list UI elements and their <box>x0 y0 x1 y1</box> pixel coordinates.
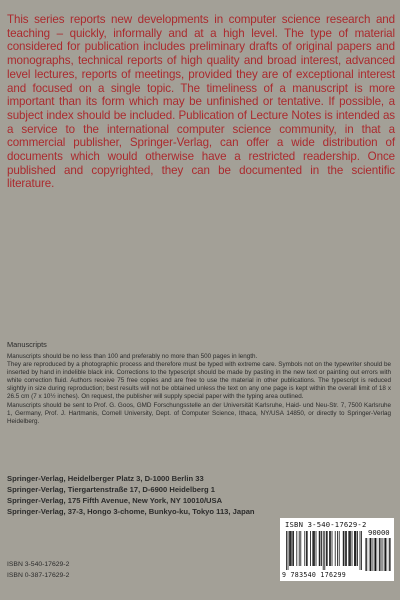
barcode-bar <box>310 531 311 566</box>
barcode-bar <box>355 531 356 566</box>
barcode-bar <box>314 531 315 566</box>
barcode-bar <box>324 531 325 570</box>
publisher-address: Springer-Verlag, Heidelberger Platz 3, D-1000 Berlin 33 <box>7 474 204 483</box>
barcode-bar <box>383 538 384 571</box>
publisher-addresses <box>7 473 392 517</box>
barcode-bar <box>389 538 390 571</box>
barcode-bar <box>330 531 331 566</box>
barcode-bar <box>329 531 330 566</box>
manuscripts-paragraph: They are reproduced by a photographic process and therefore must be typed with extreme care. Symbols not on the typewriter should be inserted by hand in indelible black ink. Corrections to the typescript should be made by pasting in the new text or painting out errors with white correction fluid. Authors receive 75 free copies and are free to use the material in other publications. The typescript is reduced slightly in size during reproduction; best results will not be obtained unless the text on any one page is kept within the overall limit of 18 x 26.5 cm (7 x 10½ inches). On request, the publisher will supply special paper with the typing area outlined. <box>7 361 391 401</box>
barcode-bar <box>382 538 383 571</box>
barcode-bar <box>296 531 297 566</box>
series-description: This series reports new developments in computer science research and teaching – quickly, informally and at a high level. The type of material considered for publication includes preliminary drafts of original papers and monographs, technical reports of high quality and broad interest, advanced level lectures, reports of meetings, provided they are of exceptional interest and focused on a single topic. The timeliness of a manuscript is more important than its form which may be unfinished or tentative. If possible, a subject index should be included. Publication of Lecture Notes is intended as a service to the international computer science community, in that a commercial publisher, Springer-Verlag, can offer a wide distribution of documents which would otherwise have a restricted readership. Once published and copyrighted, they can be documented in the scientific literature. <box>7 13 395 191</box>
barcode-bar <box>387 538 388 571</box>
barcode-bar <box>299 531 300 566</box>
publisher-address: Springer-Verlag, 37-3, Hongo 3-chome, Bunkyo-ku, Tokyo 113, Japan <box>7 507 255 516</box>
barcode-bar <box>321 531 322 566</box>
publisher-address: Springer-Verlag, Tiergartenstraße 17, D-6900 Heidelberg 1 <box>7 485 215 494</box>
barcode-addon-bars <box>365 538 391 571</box>
barcode-bar <box>354 531 355 566</box>
barcode-bar <box>352 531 353 566</box>
barcode-bar <box>349 531 350 566</box>
barcode-bar <box>332 531 333 566</box>
barcode-bar <box>289 531 290 566</box>
barcode-bar <box>370 538 371 571</box>
barcode-bar <box>360 531 361 570</box>
barcode-bar <box>377 538 378 571</box>
barcode-bar <box>293 531 294 566</box>
manuscripts-instructions <box>7 353 391 426</box>
barcode-bar <box>312 531 313 566</box>
barcode-bar <box>326 531 327 566</box>
barcode-bar <box>385 538 386 571</box>
isbn-line: ISBN 0-387-17629-2 <box>7 571 70 579</box>
barcode-digits: 9 783540 176299 <box>282 571 347 579</box>
barcode-bar <box>374 538 375 571</box>
barcode-bar <box>357 531 358 566</box>
barcode-bar <box>307 531 308 566</box>
barcode-bar <box>288 531 289 570</box>
publisher-address: Springer-Verlag, 175 Fifth Avenue, New York, NY 10010/USA <box>7 496 223 505</box>
barcode-bar <box>365 538 366 571</box>
barcode-main-bars <box>286 531 362 571</box>
barcode-bar <box>389 538 390 571</box>
barcode-bar <box>390 538 391 571</box>
barcode-isbn-label: ISBN 3-540-17629-2 <box>285 520 367 529</box>
barcode-bar <box>346 531 347 566</box>
barcode-bar <box>316 531 317 566</box>
barcode-bar <box>292 531 293 566</box>
barcode-bar <box>380 538 381 571</box>
barcode-bar <box>350 531 351 566</box>
barcode-bar <box>379 538 380 571</box>
barcode-bar <box>313 531 314 566</box>
isbn-line: ISBN 3-540-17629-2 <box>7 561 70 568</box>
barcode-bar <box>361 531 362 570</box>
barcode-bar <box>290 531 291 566</box>
barcode-bar <box>319 531 320 566</box>
manuscripts-heading: Manuscripts <box>7 340 47 349</box>
barcode-bar <box>376 538 377 571</box>
barcode <box>280 518 394 581</box>
barcode-bar <box>385 538 386 571</box>
barcode-bar <box>356 531 357 566</box>
barcode-bar <box>300 531 301 566</box>
manuscripts-paragraph: Manuscripts should be sent to Prof. G. Goos, GMD Forschungsstelle an der Universität Karlsruhe, Haid- und Neu-Str. 7, 7500 Karlsruhe 1, Germany, Prof. J. Hartmanis, Cornell University, Dept. of Computer Science, Ithaca, NY/USA 14850, or directly to Springer-Verlag Heidelberg. <box>7 401 391 425</box>
barcode-bar <box>384 538 385 571</box>
barcode-bar <box>344 531 345 566</box>
barcode-bar <box>343 531 344 566</box>
barcode-bar <box>348 531 349 566</box>
barcode-bar <box>366 538 367 571</box>
barcode-bar <box>373 538 374 571</box>
barcode-bar <box>367 538 368 571</box>
barcode-bar <box>306 531 307 566</box>
barcode-bar <box>327 531 328 566</box>
manuscripts-paragraph: Manuscripts should be no less than 100 and preferably no more than 500 pages in length. <box>7 353 258 360</box>
barcode-bar <box>323 531 324 570</box>
barcode-addon-number: 90000 <box>368 528 390 537</box>
barcode-bar <box>320 531 321 566</box>
barcode-bar <box>379 538 380 571</box>
barcode-bar <box>339 531 340 566</box>
barcode-bar <box>372 538 373 571</box>
barcode-bar <box>371 538 372 571</box>
barcode-bar <box>335 531 336 566</box>
barcode-bar <box>291 531 292 566</box>
barcode-bar <box>375 538 376 571</box>
barcode-bar <box>345 531 346 566</box>
barcode-bar <box>304 531 305 566</box>
isbn-list <box>7 560 69 581</box>
barcode-bar <box>337 531 338 566</box>
barcode-bar <box>286 531 287 570</box>
barcode-bar <box>369 538 370 571</box>
